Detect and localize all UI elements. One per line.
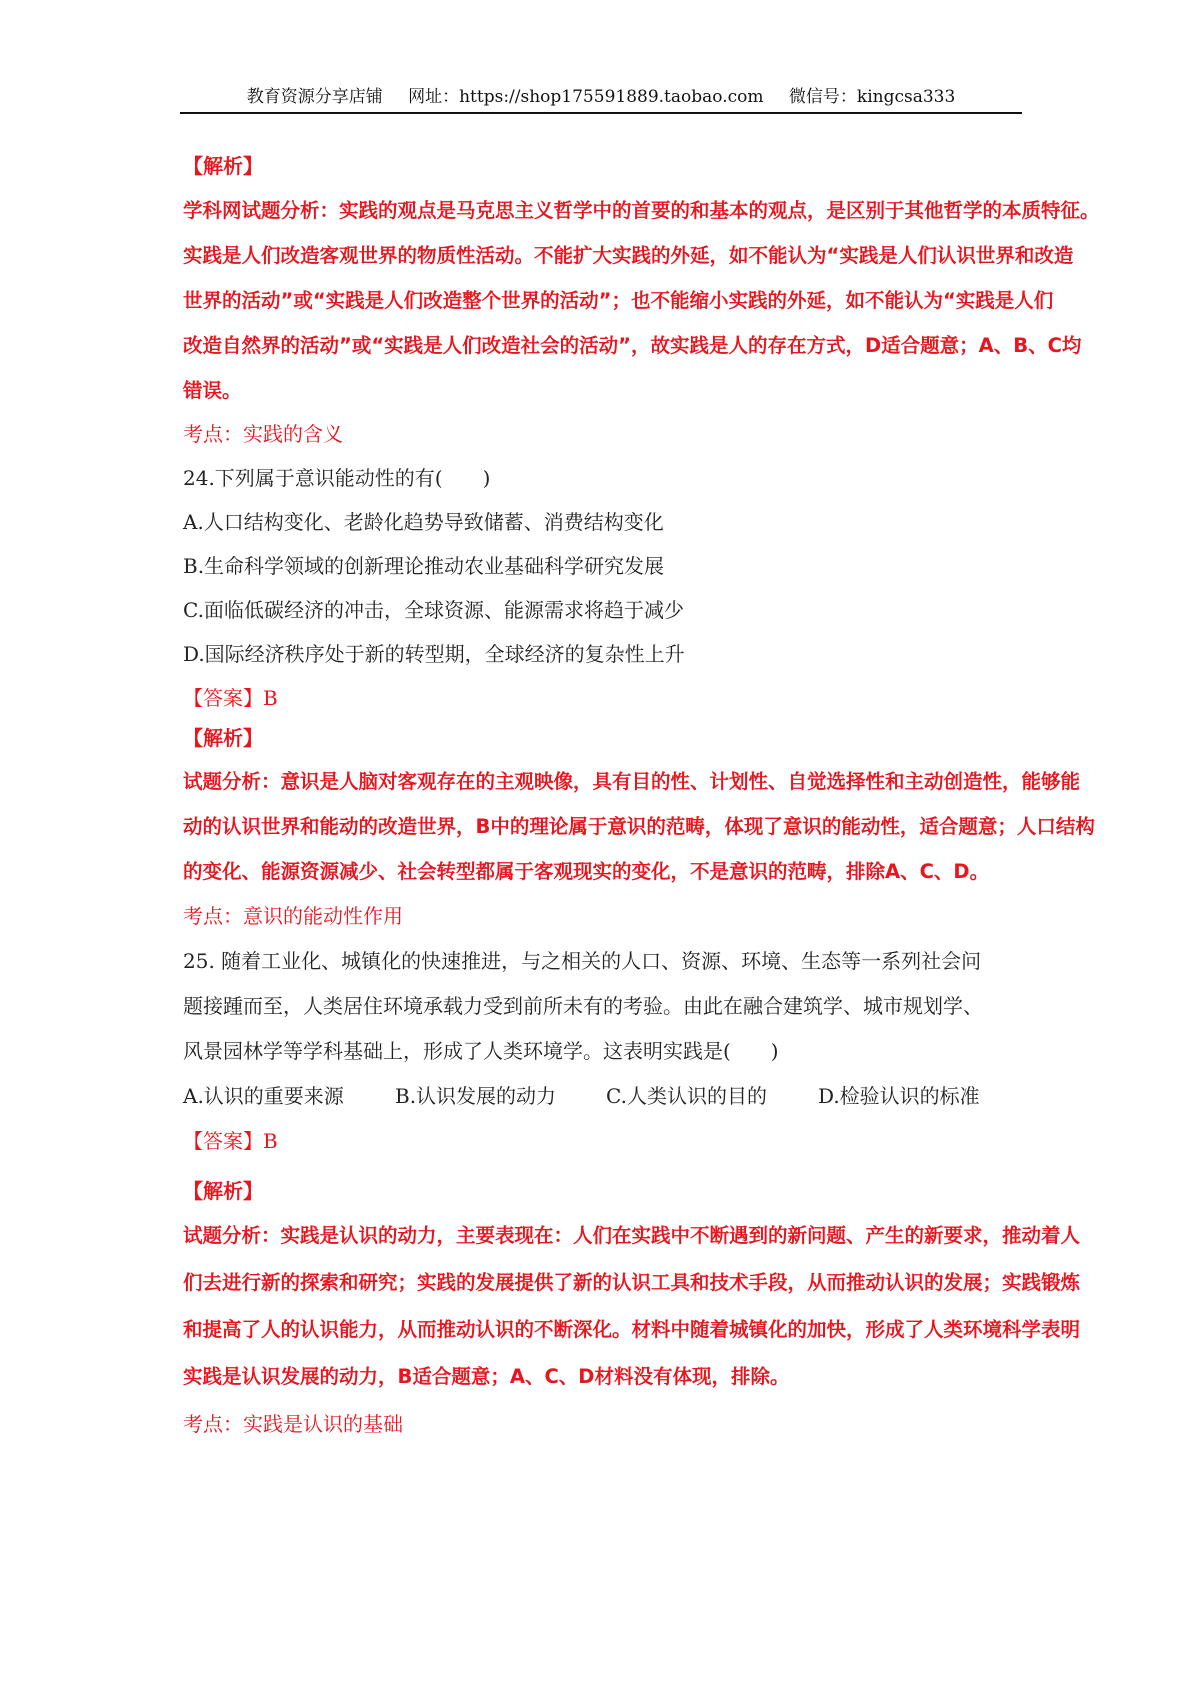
header-shop-url: 网址：https://shop175591889.taobao.com: [408, 87, 764, 107]
q25-stem-line: 25. 随着工业化、城镇化的快速推进，与之相关的人口、资源、环境、生态等一系列社会问: [183, 949, 982, 973]
q24-option-b: B.生命科学领域的创新理论推动农业基础科学研究发展: [183, 554, 665, 578]
q24-analysis-label: 【解析】: [183, 726, 263, 750]
q24-option-c: C.面临低碳经济的冲击，全球资源、能源需求将趋于减少: [183, 598, 684, 622]
q24-answer: [183, 682, 278, 714]
header-wechat-id: 微信号：kingcsa333: [788, 87, 956, 107]
q25-option-d: D.检验认识的标准: [818, 1084, 980, 1108]
q23-analysis-label: 【解析】: [183, 154, 263, 178]
q25-analysis-line: 实践是认识发展的动力，B适合题意；A、C、D材料没有体现，排除。: [183, 1365, 790, 1388]
q25-option-a: A.认识的重要来源: [183, 1084, 344, 1108]
q24-option-a: A.人口结构变化、老龄化趋势导致储蓄、消费结构变化: [183, 510, 664, 534]
q25-analysis-line: 和提高了人的认识能力，从而推动认识的不断深化。材料中随着城镇化的加快，形成了人类环境科学表明: [183, 1318, 1081, 1341]
q23-analysis-line: 学科网试题分析：实践的观点是马克思主义哲学中的首要的和基本的观点，是区别于其他哲学的本质特征。: [183, 199, 1100, 222]
q25-analysis-line: 们去进行新的探索和研究；实践的发展提供了新的认识工具和技术手段，从而推动认识的发展；实践锻炼: [183, 1271, 1081, 1294]
q23-analysis-line: 错误。: [183, 379, 242, 402]
q24-kaodian: 考点：意识的能动性作用: [183, 904, 403, 928]
q25-option-b: B.认识发展的动力: [395, 1084, 557, 1108]
q24-analysis-line: 动的认识世界和能动的改造世界，B中的理论属于意识的范畴，体现了意识的能动性，适合题意；人口结构: [183, 815, 1095, 838]
q25-kaodian: 考点：实践是认识的基础: [183, 1412, 403, 1436]
q23-analysis-line: 实践是人们改造客观世界的物质性活动。不能扩大实践的外延，如不能认为“实践是人们认识世界和改造: [183, 244, 1074, 267]
q24-option-d: D.国际经济秩序处于新的转型期，全球经济的复杂性上升: [183, 642, 685, 666]
q25-analysis-label: 【解析】: [183, 1179, 263, 1203]
q23-analysis-line: 世界的活动”或“实践是人们改造整个世界的活动”；也不能缩小实践的外延，如不能认为“实践是人们: [183, 289, 1054, 312]
q25-answer-value: B: [263, 1129, 278, 1153]
q23-kaodian: 考点：实践的含义: [183, 422, 343, 446]
q25-answer: [183, 1125, 278, 1157]
q23-analysis-line: 改造自然界的活动”或“实践是人们改造社会的活动”，故实践是人的存在方式，D适合题意；A、B、C均: [183, 334, 1082, 357]
q24-analysis-line: 试题分析：意识是人脑对客观存在的主观映像，具有目的性、计划性、自觉选择性和主动创造性，能够能: [183, 770, 1081, 793]
q25-stem-line: 风景园林学等学科基础上，形成了人类环境学。这表明实践是( ): [183, 1039, 779, 1063]
q25-analysis-line: 试题分析：实践是认识的动力，主要表现在：人们在实践中不断遇到的新问题、产生的新要求，推动着人: [183, 1224, 1081, 1247]
q25-option-c: C.人类认识的目的: [606, 1084, 767, 1108]
page-header: [180, 82, 1022, 114]
q24-answer-label: 【答案】: [183, 686, 263, 710]
q24-stem: 24.下列属于意识能动性的有( ): [183, 466, 491, 490]
header-shop-name: 教育资源分享店铺: [246, 87, 383, 107]
q25-answer-label: 【答案】: [183, 1129, 263, 1153]
q25-stem-line: 题接踵而至，人类居住环境承载力受到前所未有的考验。由此在融合建筑学、城市规划学、: [183, 994, 983, 1018]
q24-analysis-line: 的变化、能源资源减少、社会转型都属于客观现实的变化，不是意识的范畴，排除A、C、D。: [183, 860, 990, 883]
q24-answer-value: B: [263, 686, 278, 710]
